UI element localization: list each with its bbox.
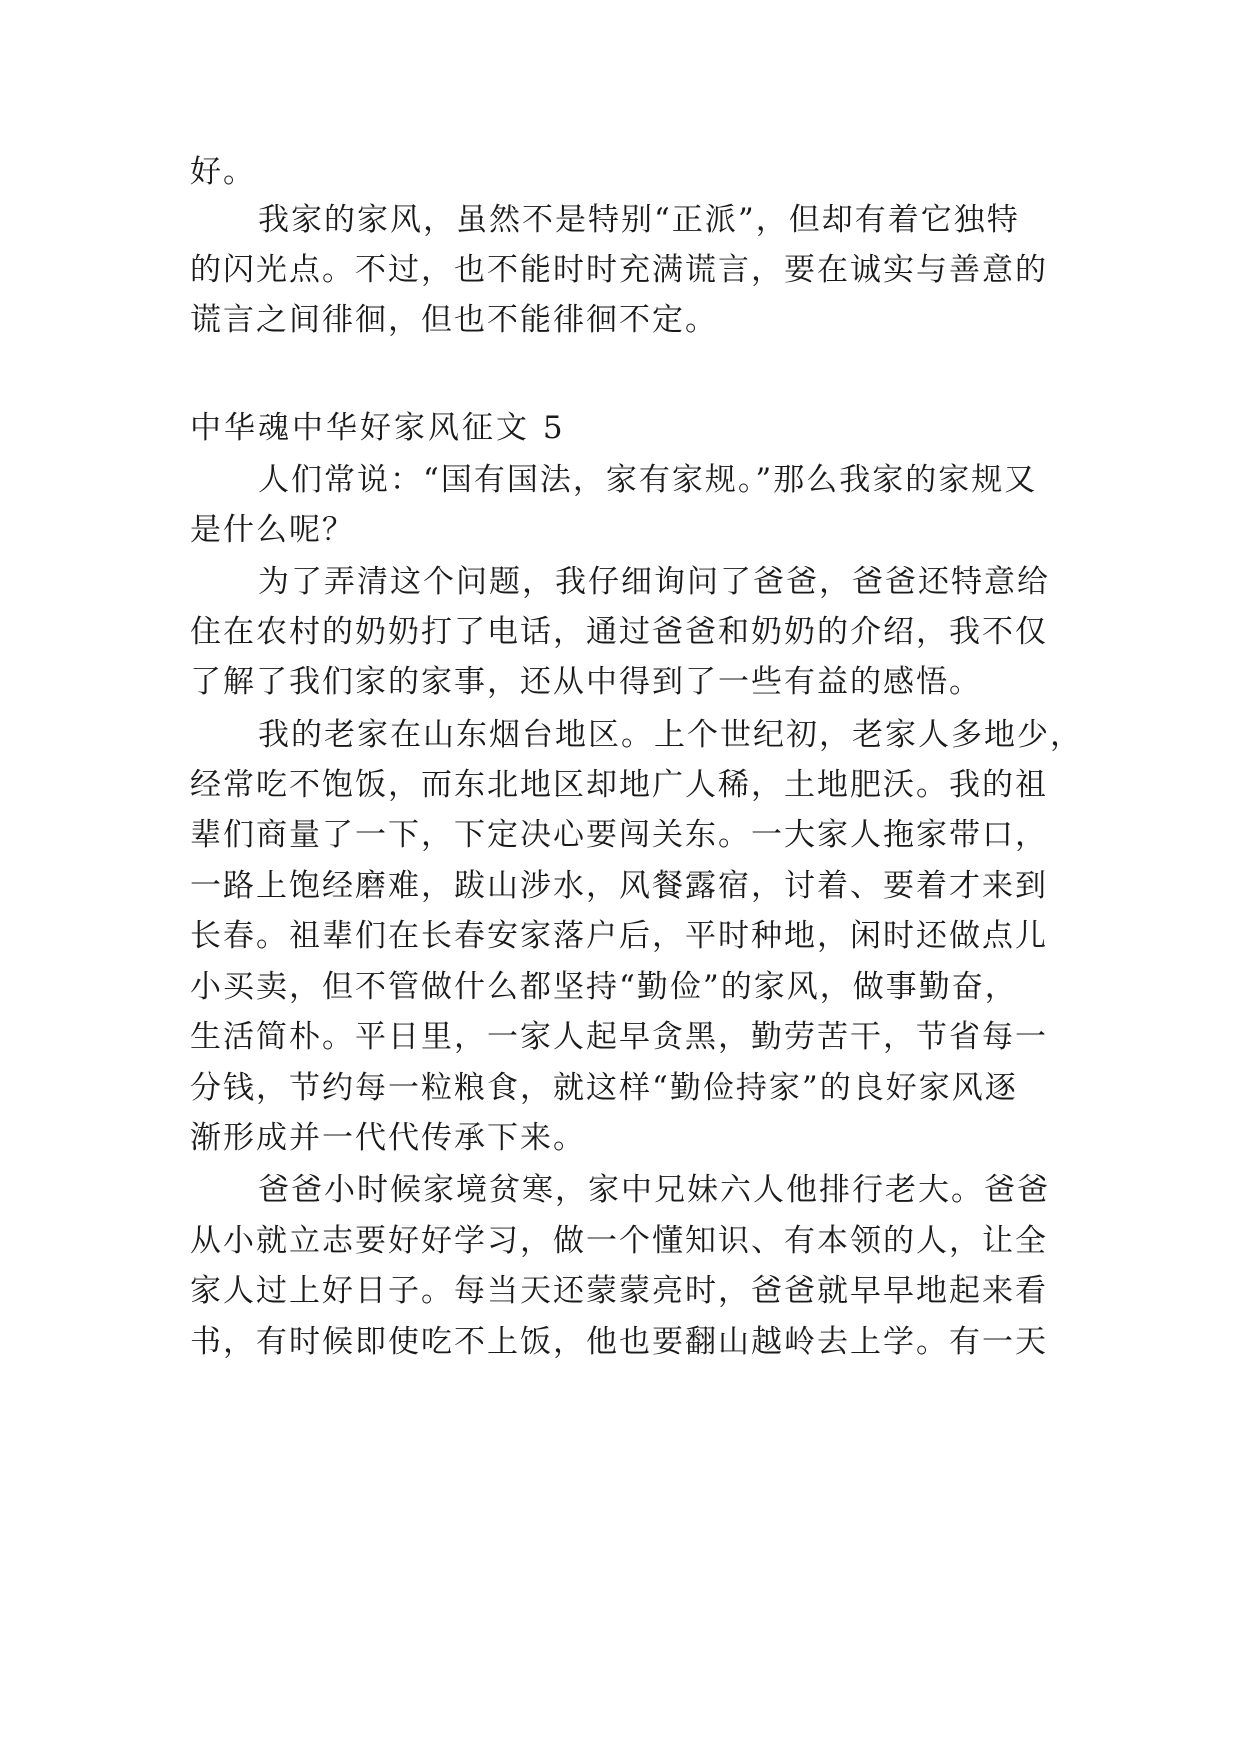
paragraph-line: 是什么呢？ xyxy=(190,512,355,548)
paragraph-line: 分钱，节约每一粒粮食，就这样“勤俭持家”的良好家风逐 xyxy=(190,1070,1018,1106)
paragraph-line: 我家的家风，虽然不是特别“正派”，但却有着它独特 xyxy=(258,202,1020,238)
paragraph-line: 爸爸小时候家境贫寒，家中兄妹六人他排行老大。爸爸 xyxy=(258,1172,1050,1208)
paragraph-line: 一路上饱经磨难，跋山涉水，风餐露宿，讨着、要着才来到 xyxy=(190,868,1048,904)
paragraph-line: 为了弄清这个问题，我仔细询问了爸爸，爸爸还特意给 xyxy=(258,564,1050,600)
paragraph-line: 书，有时候即使吃不上饭，他也要翻山越岭去上学。有一天 xyxy=(190,1324,1048,1360)
paragraph-line: 的闪光点。不过，也不能时时充满谎言，要在诚实与善意的 xyxy=(190,252,1048,288)
paragraph-line: 人们常说：“国有国法，家有家规。”那么我家的家规又 xyxy=(258,462,1038,498)
paragraph-line: 经常吃不饱饭，而东北地区却地广人稀，土地肥沃。我的祖 xyxy=(190,767,1048,803)
paragraph-line: 了解了我们家的家事，还从中得到了一些有益的感悟。 xyxy=(190,664,982,700)
paragraph-line: 长春。祖辈们在长春安家落户后，平时种地，闲时还做点儿 xyxy=(190,918,1048,954)
paragraph-line: 好。 xyxy=(190,154,256,190)
paragraph-line: 我的老家在山东烟台地区。上个世纪初，老家人多地少， xyxy=(258,717,1083,753)
section-heading: 中华魂中华好家风征文 5 xyxy=(190,410,566,446)
paragraph-line: 小买卖，但不管做什么都坚持“勤俭”的家风，做事勤奋， xyxy=(190,969,1018,1005)
paragraph-line: 生活简朴。平日里，一家人起早贪黑，勤劳苦干，节省每一 xyxy=(190,1019,1048,1055)
paragraph-line: 辈们商量了一下，下定决心要闯关东。一大家人拖家带口， xyxy=(190,817,1048,853)
paragraph-line: 谎言之间徘徊，但也不能徘徊不定。 xyxy=(190,302,718,338)
paragraph-line: 从小就立志要好好学习，做一个懂知识、有本领的人，让全 xyxy=(190,1223,1048,1259)
paragraph-line: 渐形成并一代代传承下来。 xyxy=(190,1120,586,1156)
paragraph-line: 家人过上好日子。每当天还蒙蒙亮时，爸爸就早早地起来看 xyxy=(190,1273,1048,1309)
paragraph-line: 住在农村的奶奶打了电话，通过爸爸和奶奶的介绍，我不仅 xyxy=(190,614,1048,650)
